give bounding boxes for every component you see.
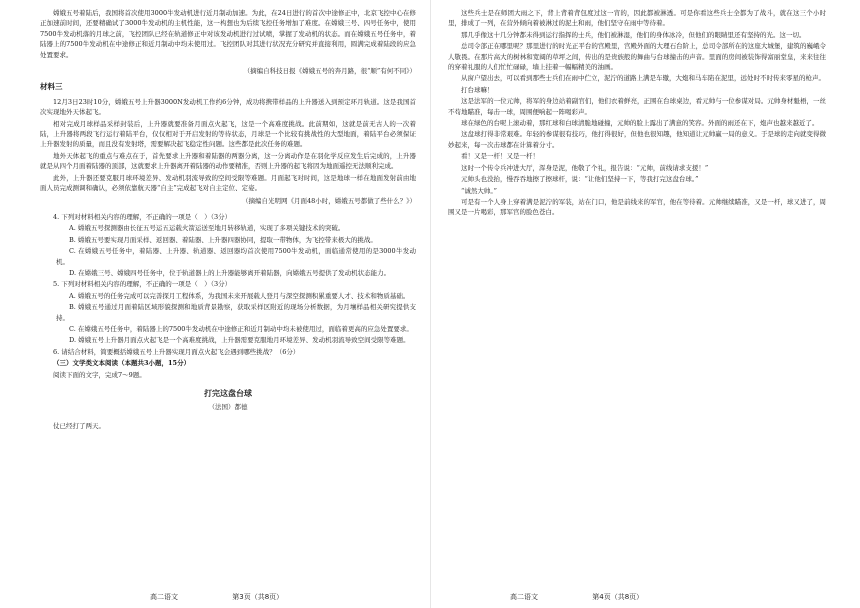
story-para: 从窗户望出去，可以看到那些士兵们在雨中伫立，泥泞的道路上满是车辙，大炮和马车陷在泥里，远处时不时传来零星的枪声。	[461, 74, 825, 83]
material3-para: 相对完成月球样品采样封装后，上升器就要准备月面点火起飞，这是一个高难度挑战。此前期如，这就是前无古人的一次着陆，上升器将两段飞行运行着陆平台，仅仅相对于开启发射的等待状态，月球是一个比较有挑战性的大型地面，着陆平台必须保证上升器发射的质量，而且没有发射塔，需要解决起飞稳定性问题。这些都是此次任务的难题。	[40, 119, 416, 149]
question-option: D. 在嫦娥三号、嫦娥四号任务中，位于轨道器上的上升器能够离开着陆器，向嫦娥五号提供了发动机状态能力。	[69, 268, 391, 277]
material3-para: 地外天体起飞的重点与难点在于，首先要求上升器和着陆器的两器分离，这一分离动作是在羽化学反应发生后完成的，上升器就是从四个月面着陆器的顶部，这就要求上升器离开着陆器的动作要精准，否则上升器的起飞将因为地面遥控无法顺利完成。	[40, 151, 416, 171]
story-author: （法国）都德	[208, 403, 248, 412]
question-option: B. 嫦娥五号通过月面着陆区域形貌探测和地质背景勘察，获取采样区附近的现场分析数据，为月壤样品相关研究提供支持。	[56, 303, 416, 322]
source-credit: （摘编自科技日报《嫦娥五号的奔月路，很“顺”有何不同》）	[243, 67, 416, 76]
footer-page-number: 第3页（共8页）	[232, 593, 284, 601]
material3-para: 此外，上升器还要克服月球环境差异、发动机羽流导致的空间受限等难题。月面起飞对时间，这是地球一样在地面发射前由地面人员完成测调和确认，必须依靠航天器“自主”完成起飞对自主定位、定姿。	[40, 173, 416, 193]
question-option: C. 在嫦娥五号任务中，着陆器、上升器、轨道器、返回器均首次使用7500牛发动机，面临通常使用的是3000牛发动机。	[56, 247, 416, 266]
footer-page-number: 第4页（共8页）	[592, 593, 644, 601]
question-option: A. 嫦娥五号的任务完成可以完善探月工程体系，为我国未来开展载人登月与深空探测积累重要人才、技术和物质基础。	[69, 291, 410, 300]
story-para: “诚然大帅。”	[461, 186, 497, 195]
footer-subject: 高二语文	[150, 593, 178, 601]
story-title: 打完这盘台球	[204, 388, 252, 398]
question-option: C. 在嫦娥五号任务中，着陆器上的7500牛发动机在中途修正和近月制动中均未被使用过，面临着更高的应急处置要求。	[69, 324, 413, 333]
story-para: 这些兵士是在师团大雨之下，背上背着背包度过这一宵的，因此都被淋透。可是你看这些兵士全都为了战斗，就在这三个小时里，排成了一列，在营外倾向着被淋过的泥土和雨，他们坚守在雨中等待着。	[448, 9, 826, 28]
footer-subject: 高二语文	[510, 593, 538, 601]
story-para: 这时一个传令兵冲进大厅，浑身是泥，他敬了个礼，报告说：“元帅，前线请求支援！”	[461, 163, 709, 172]
story-para: 总司令部正在哪里呢？那里进行的时光正平台的宫殿里，宫殿外面的大理石台阶上，总司令部所在的这座大城堡，建筑的巍峨令人敬畏。在那片高大的树林和宽阔的草坪之间，传出的是贵族般的舞曲与台球撞击的声音。里面的房间被装饰得富丽堂皇，来来往往的穿着礼服的人们忙忙碌碌，墙上挂着一幅幅精美的油画。	[448, 42, 826, 72]
section-3-intro: 阅读下面的文字，完成7～9题。	[53, 370, 146, 379]
question-5: 5. 下列对材料相关内容的理解，不正确的一项是（ ）（3分）	[53, 280, 232, 289]
story-para: 这是法军的一位元帅，将军的身边站着副官们，他们衣着鲜亮，正围在台球桌边，看元帅与一位参谋对局。元帅身材魁梧，一丝不苟地瞄准，每击一球，周围便响起一阵喝彩声。	[448, 97, 826, 116]
story-para: 看！又是一杆！又是一杆！	[461, 152, 539, 161]
question-option: D. 嫦娥五号上升器月面点火起飞是一个高难度挑战，上升器需要克服地月环境差异、发动机羽流导致空间受限等难题。	[69, 336, 410, 345]
story-para: 那几乎像这十几分钟都未得到运行指挥的士兵，他们被淋湿，他们的身体冰冷，但他们的眼睛里还有坚持的光。这一切。	[461, 30, 806, 39]
page-footer-right	[510, 592, 770, 602]
question-option: B. 嫦娥五号要实现月面采样、返回器、着陆器、上升器四器协同，提取一带物体，为飞控带来极大的挑战。	[69, 235, 377, 244]
section-3-heading: （三）文学类文本阅读（本题共3小题，15分）	[53, 359, 191, 368]
story-para: 球在绿色的台呢上滚动着，那红球和白球清脆地碰撞，元帅的脸上露出了满意的笑容。外面的雨还在下，炮声也越来越近了。	[461, 119, 819, 128]
material3-para: 12月3日23时10分，嫦娥五号上升器3000N发动机工作约6分钟，成功将携带样品的上升器送入到预定环月轨道。这是我国首次实现地外天体起飞。	[40, 97, 416, 117]
page-left	[40, 8, 416, 604]
story-para: 这盘球打得非常艰难。年轻的参谋很有技巧，他打得很好，但他也很知趣，他知道让元帅赢一局的意义。于是球的走向就变得微妙起来，每一次击球都在计算着分寸。	[448, 130, 826, 149]
story-para: 仗已经打了两天。	[53, 421, 105, 430]
source-credit: （摘编自光明网《月面48小时，嫦娥五号都做了些什么？》）	[241, 196, 416, 205]
page-right	[448, 8, 826, 604]
story-para: 元帅头也没抬，慢吞吞地擦了擦球杆，说：“让他们坚持一下，等我打完这盘台球。”	[461, 175, 699, 184]
story-para: 可是有一个人身上穿着满是泥泞的军装，站在门口，他是前线来的军官，他在等待着。元帅继续瞄准，又是一杆，球又进了，周围又是一片喝彩，那军官的脸色苍白。	[448, 197, 826, 217]
question-option: A. 嫦娥五号探测器由长征五号运五运载火箭运送至地月转移轨道，实现了多项关键技术的突破。	[69, 224, 345, 233]
question-4: 4. 下列对材料相关内容的理解，不正确的一项是（ ）（3分）	[53, 212, 232, 221]
page-footer-left	[150, 592, 410, 602]
material2-para: 嫦娥五号着陆后，我国将首次使用3000牛发动机进行近月制动加速。为此，在24日进行的首次中途修正中，北京飞控中心在修正加速前时间，还要精确试了3000牛发动机的主机性能，这一构想也为后续飞控任务增加了难度。在嫦娥三号、四号任务中，使用7500牛发动机落的月球之前，飞控团队已经在轨道修正中对该发动机进行过试喷，掌握了发动机的状态。而在嫦娥五号任务中，着陆器上的7500牛发动机在中途修正和近月制动中均未使用过。飞控团队对其进行状况充分研究并直接利用，圆满完成着陆段的应急处置要求。	[40, 9, 416, 59]
story-para: 打台球嘛！	[461, 85, 494, 94]
question-6: 6. 请结合材料，简要概括嫦娥五号上升器实现月面点火起飞会遇到哪些挑战？（6分）	[53, 347, 300, 356]
page-divider	[430, 0, 431, 608]
material3-heading: 材料三	[40, 82, 63, 92]
